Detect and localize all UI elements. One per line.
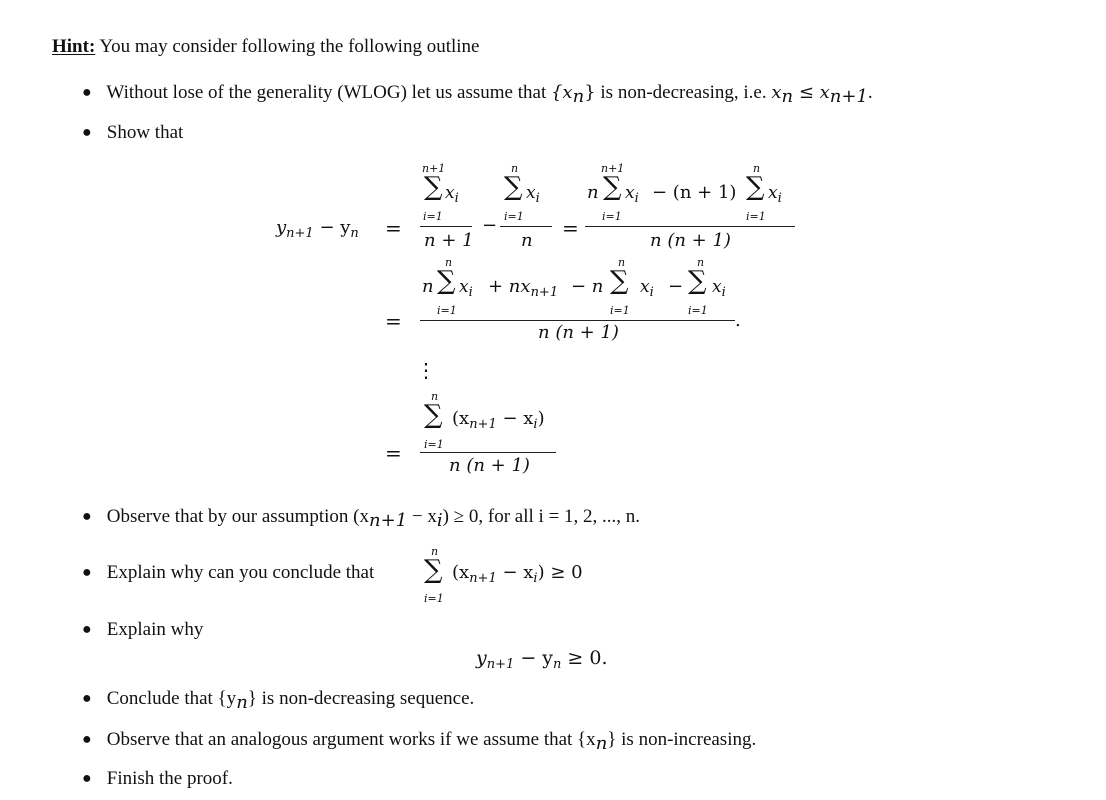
bullet-icon: ● xyxy=(82,508,92,525)
equals-sign: = xyxy=(385,441,402,465)
hint-text: You may consider following the following outline xyxy=(99,36,480,57)
fraction-bar xyxy=(420,452,556,453)
sum-upper-limit: n+1 xyxy=(422,162,446,175)
sum-lower-limit: i=1 xyxy=(423,210,443,223)
sum-icon: ∑ xyxy=(504,172,523,202)
list-item-text: Explain why can you conclude that xyxy=(106,562,375,583)
numerator-middle: − (n + 1) xyxy=(652,182,737,203)
sum-upper-limit: n xyxy=(618,256,626,269)
list-item-text: Observe that an analogous argument works if we assume that {xn} is non-increasing. xyxy=(106,729,757,754)
sum-lower-limit: i=1 xyxy=(424,592,444,605)
sum-lower-limit: i=1 xyxy=(602,210,622,223)
term-x: $x_i$ xyxy=(640,277,654,300)
sum-lower-limit: i=1 xyxy=(424,438,444,451)
list-item: ● Without lose of the generality (WLOG) let us assume that {xn} is non-decreasing, i.e. xn ≤ xn+1. xyxy=(82,82,873,107)
list-item-text: Show that xyxy=(106,122,184,143)
denominator: n xyxy=(521,230,533,251)
sum-upper-limit: n xyxy=(445,256,453,269)
list-item xyxy=(82,619,203,641)
hint-heading xyxy=(52,36,479,58)
term-x: $x_i$ xyxy=(712,277,726,300)
bullet-icon: ● xyxy=(82,770,92,787)
sum-icon: ∑ xyxy=(603,172,622,202)
fraction-bar xyxy=(420,320,735,321)
sum-lower-limit: i=1 xyxy=(437,304,457,317)
equals-sign: = xyxy=(385,309,402,333)
sum-upper-limit: n xyxy=(431,545,439,558)
hint-label: Hint: xyxy=(52,36,96,57)
bullet-icon: ● xyxy=(82,124,92,141)
list-item xyxy=(82,688,474,713)
term-x: $x_i$ xyxy=(445,183,459,206)
vertical-dots: ⋮ xyxy=(416,358,436,382)
sum-icon: ∑ xyxy=(424,555,443,585)
sum-icon: ∑ xyxy=(688,266,707,296)
list-item-text: Finish the proof. xyxy=(106,768,233,789)
inline-sum-term: $(x_{n+1} - x_i) \ge 0$ xyxy=(452,562,583,586)
equals-sign: = xyxy=(562,216,579,240)
denominator: n + 1 xyxy=(424,230,474,251)
fraction-bar xyxy=(420,226,472,227)
term-x: $x_i$ xyxy=(625,183,639,206)
denominator: n (n + 1) xyxy=(538,322,619,343)
minus-sign: − xyxy=(668,276,684,297)
sum-lower-limit: i=1 xyxy=(688,304,708,317)
sum-icon: ∑ xyxy=(437,266,456,296)
list-item xyxy=(82,562,374,584)
list-item xyxy=(82,768,233,790)
sum-upper-limit: n xyxy=(431,390,439,403)
equals-sign: = xyxy=(385,216,402,240)
sum-lower-limit: i=1 xyxy=(610,304,630,317)
sum-lower-limit: i=1 xyxy=(746,210,766,223)
list-item-text: Without lose of the generality (WLOG) let us assume that xyxy=(106,82,551,103)
term-x: $x_i$ xyxy=(526,183,540,206)
sum-lower-limit: i=1 xyxy=(504,210,524,223)
equation-lhs: $y_{n+1} - y_n$ xyxy=(276,217,359,241)
sum-icon: ∑ xyxy=(424,172,443,202)
sum-icon: ∑ xyxy=(610,266,629,296)
list-item-text: Conclude that {yn} is non-decreasing sequence. xyxy=(106,688,475,713)
minus-sign: − xyxy=(482,215,498,236)
term-x: $x_i$ xyxy=(459,277,473,300)
list-item xyxy=(82,506,640,531)
fraction-bar xyxy=(500,226,552,227)
period: . xyxy=(735,310,741,331)
sum-upper-limit: n+1 xyxy=(601,162,625,175)
sum-upper-limit: n xyxy=(511,162,519,175)
list-item-text: Explain why xyxy=(106,619,204,640)
bullet-icon: ● xyxy=(82,731,92,748)
bullet-icon: ● xyxy=(82,621,92,638)
display-result: $y_{n+1} - y_n \ge 0$. xyxy=(476,647,608,672)
term-x: $x_i$ xyxy=(768,183,782,206)
coefficient-n: n xyxy=(422,276,434,297)
sum-upper-limit: n xyxy=(753,162,761,175)
bullet-icon: ● xyxy=(82,564,92,581)
numerator-term: $(x_{n+1} - x_i)$ xyxy=(452,408,545,432)
sum-icon: ∑ xyxy=(746,172,765,202)
bullet-icon: ● xyxy=(82,84,92,101)
list-item-text: Observe that by our assumption (xn+1 − xi) ≥ 0, for all i = 1, 2, ..., n. xyxy=(106,506,641,531)
sum-icon: ∑ xyxy=(424,400,443,430)
coefficient-n: n xyxy=(587,182,599,203)
fraction-bar xyxy=(585,226,795,227)
term-nx: + $nx_{n+1}$ xyxy=(488,276,559,300)
list-item xyxy=(82,729,756,754)
denominator: n (n + 1) xyxy=(650,230,731,251)
bullet-icon: ● xyxy=(82,690,92,707)
term-minus-n: − n xyxy=(571,276,604,297)
list-item xyxy=(82,122,183,144)
denominator: n (n + 1) xyxy=(449,455,530,476)
sum-upper-limit: n xyxy=(697,256,705,269)
